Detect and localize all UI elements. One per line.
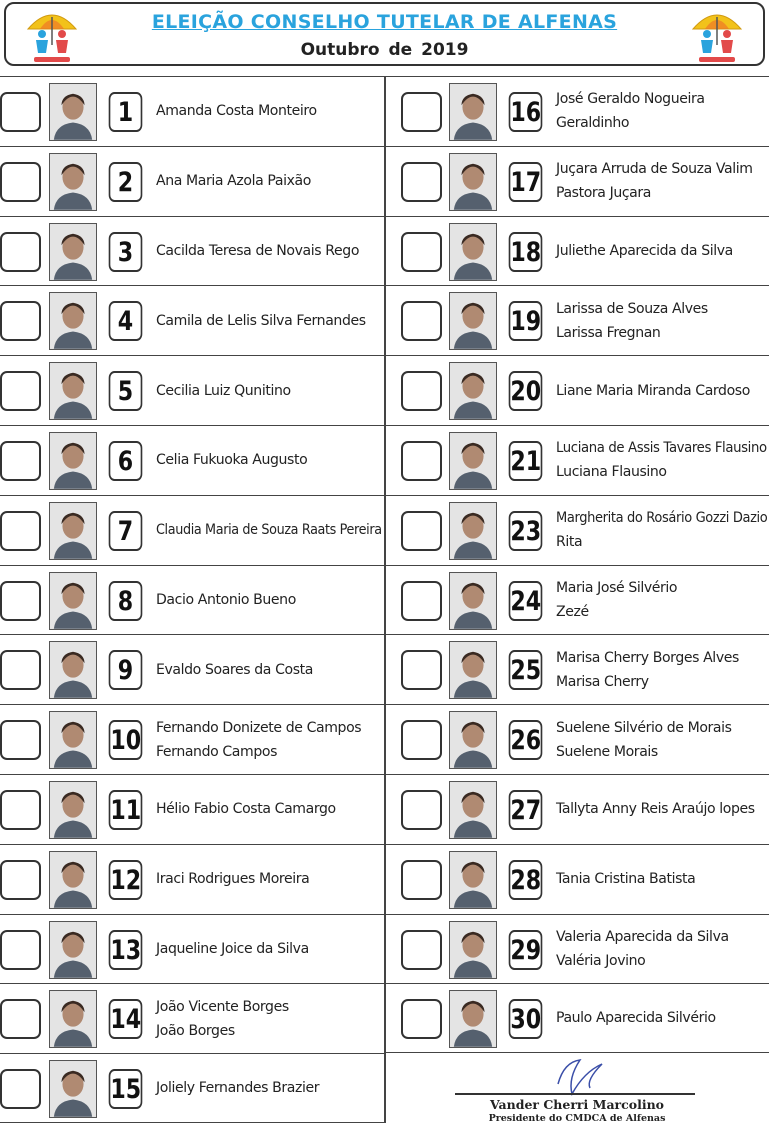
candidate-photo (449, 83, 497, 141)
candidate-names (556, 566, 769, 635)
candidate-number: 9 (109, 650, 143, 690)
vote-checkbox[interactable] (401, 92, 442, 132)
candidate-name: Luciana de Assis Tavares Flausino (556, 440, 767, 457)
candidate-row (0, 425, 385, 495)
candidate-nickname: João Borges (156, 1022, 235, 1039)
candidate-number: 2 (109, 162, 143, 202)
vote-checkbox[interactable] (401, 162, 442, 202)
candidate-photo (49, 572, 97, 630)
candidate-names (556, 915, 769, 984)
candidate-photo (49, 921, 97, 979)
candidate-photo-icon (50, 84, 96, 140)
candidate-name: Hélio Fabio Costa Camargo (156, 801, 336, 818)
candidate-number: 21 (509, 441, 543, 481)
candidate-name: Celia Fukuoka Augusto (156, 452, 308, 469)
candidate-name: Evaldo Soares da Costa (156, 661, 313, 678)
candidate-photo-icon (50, 852, 96, 908)
vote-checkbox[interactable] (401, 511, 442, 551)
candidate-photo (449, 781, 497, 839)
vote-checkbox[interactable] (401, 371, 442, 411)
candidate-row (385, 704, 769, 774)
candidate-names (156, 496, 384, 565)
candidate-names (156, 217, 384, 286)
candidate-photo (49, 502, 97, 560)
candidate-nickname: Rita (556, 534, 583, 551)
candidate-photo (449, 292, 497, 350)
signature-block (385, 1052, 769, 1123)
candidate-name: Margherita do Rosário Gozzi Dazio (556, 510, 768, 527)
vote-checkbox[interactable] (0, 999, 41, 1039)
candidate-photo-icon (50, 224, 96, 280)
vote-checkbox[interactable] (401, 301, 442, 341)
candidate-photo-icon (450, 363, 496, 419)
candidate-names (556, 77, 769, 146)
candidate-row (0, 774, 385, 844)
vote-checkbox[interactable] (0, 371, 41, 411)
candidate-names (156, 775, 384, 844)
candidate-name: Tallyta Anny Reis Araújo lopes (556, 801, 755, 818)
candidate-photo (449, 711, 497, 769)
candidate-name: Iraci Rodrigues Moreira (156, 871, 310, 888)
ballot-title: ELEIÇÃO CONSELHO TUTELAR DE ALFENAS (151, 11, 618, 33)
candidate-number: 7 (109, 511, 143, 551)
candidate-row (0, 285, 385, 355)
candidate-names (556, 286, 769, 355)
vote-checkbox[interactable] (401, 650, 442, 690)
candidate-row (385, 216, 769, 286)
ballot-subtitle: Outubro de 2019 (300, 40, 469, 60)
vote-checkbox[interactable] (401, 860, 442, 900)
candidate-number: 16 (509, 92, 543, 132)
candidate-row (0, 1053, 385, 1123)
children-umbrella-logo-icon (689, 7, 745, 65)
candidate-row (385, 425, 769, 495)
candidate-number: 27 (509, 790, 543, 830)
candidate-number: 3 (109, 232, 143, 272)
candidate-number: 5 (109, 371, 143, 411)
candidate-names (156, 566, 384, 635)
candidate-row (0, 355, 385, 425)
candidate-name: Fernando Donizete de Campos (156, 719, 362, 736)
candidate-name: Cecilia Luiz Qunitino (156, 382, 291, 399)
candidate-photo (449, 223, 497, 281)
candidate-names (556, 705, 769, 774)
candidate-photo (449, 641, 497, 699)
vote-checkbox[interactable] (401, 581, 442, 621)
candidate-photo-icon (450, 433, 496, 489)
candidate-photo (49, 83, 97, 141)
candidate-row (385, 844, 769, 914)
candidate-names (556, 426, 769, 495)
candidate-column-left (0, 76, 385, 1123)
candidate-row (385, 774, 769, 844)
vote-checkbox[interactable] (401, 790, 442, 830)
vote-checkbox[interactable] (0, 441, 41, 481)
candidate-names (156, 426, 384, 495)
candidate-row (385, 914, 769, 984)
candidate-photo (49, 851, 97, 909)
candidate-photo-icon (450, 922, 496, 978)
candidate-number: 23 (509, 511, 543, 551)
candidate-names (156, 147, 384, 216)
candidate-name: José Geraldo Nogueira (556, 91, 705, 108)
candidate-row (385, 634, 769, 704)
candidate-photo-icon (450, 991, 496, 1047)
candidate-number: 30 (509, 999, 543, 1039)
candidate-number: 28 (509, 860, 543, 900)
candidate-names (156, 356, 384, 425)
candidate-row (385, 285, 769, 355)
candidate-number: 29 (509, 930, 543, 970)
candidate-photo-icon (450, 573, 496, 629)
candidate-row (0, 704, 385, 774)
candidate-row (0, 914, 385, 984)
signature-mark-icon (550, 1054, 610, 1098)
candidate-number: 11 (109, 790, 143, 830)
candidate-photo-icon (50, 712, 96, 768)
ballot-header (4, 2, 765, 66)
vote-checkbox[interactable] (0, 1069, 41, 1109)
vote-checkbox[interactable] (401, 720, 442, 760)
vote-checkbox[interactable] (0, 92, 41, 132)
candidate-photo-icon (450, 224, 496, 280)
candidate-photo (49, 153, 97, 211)
candidate-photo (49, 781, 97, 839)
candidate-nickname: Pastora Juçara (556, 185, 651, 202)
candidate-photo (449, 432, 497, 490)
candidate-names (156, 1054, 384, 1122)
candidate-name: Larissa de Souza Alves (556, 300, 708, 317)
candidate-names (156, 984, 384, 1053)
candidate-name: Maria José Silvério (556, 579, 678, 596)
candidate-row (0, 495, 385, 565)
candidate-names (556, 496, 769, 565)
candidate-nickname: Suelene Morais (556, 743, 658, 760)
vote-checkbox[interactable] (0, 860, 41, 900)
vote-checkbox[interactable] (401, 930, 442, 970)
candidate-names (156, 77, 384, 146)
candidate-row (385, 76, 769, 146)
candidate-name: Tania Cristina Batista (556, 871, 696, 888)
candidate-name: Claudia Maria de Souza Raats Pereira (156, 522, 382, 539)
candidate-number: 24 (509, 581, 543, 621)
candidate-photo (49, 432, 97, 490)
candidate-number: 1 (109, 92, 143, 132)
candidate-number: 14 (109, 999, 143, 1039)
candidate-names (556, 845, 769, 914)
candidate-names (556, 147, 769, 216)
candidate-nickname: Zezé (556, 603, 589, 620)
candidate-photo (49, 223, 97, 281)
candidate-nickname: Fernando Campos (156, 743, 278, 760)
candidate-number: 15 (109, 1069, 143, 1109)
vote-checkbox[interactable] (0, 162, 41, 202)
candidate-photo-icon (450, 852, 496, 908)
candidate-names (556, 356, 769, 425)
candidate-photo (49, 641, 97, 699)
vote-checkbox[interactable] (0, 650, 41, 690)
candidate-photo (49, 362, 97, 420)
candidate-nickname: Geraldinho (556, 115, 630, 132)
candidate-photo-icon (50, 922, 96, 978)
signatory-name: Vander Cherri Marcolino (489, 1097, 665, 1112)
candidate-row (385, 565, 769, 635)
candidate-name: Amanda Costa Monteiro (156, 103, 317, 120)
candidate-number: 17 (509, 162, 543, 202)
candidate-number: 10 (109, 720, 143, 760)
vote-checkbox[interactable] (0, 581, 41, 621)
candidate-photo-icon (450, 154, 496, 210)
candidate-photo-icon (50, 991, 96, 1047)
candidate-photo-icon (50, 503, 96, 559)
candidate-name: Valeria Aparecida da Silva (556, 928, 729, 945)
vote-checkbox[interactable] (0, 790, 41, 830)
candidate-photo-icon (450, 503, 496, 559)
candidate-column-right (385, 76, 769, 1053)
candidate-row (0, 76, 385, 146)
candidate-row (0, 565, 385, 635)
vote-checkbox[interactable] (401, 441, 442, 481)
candidate-number: 12 (109, 860, 143, 900)
candidate-number: 8 (109, 581, 143, 621)
candidate-name: Juliethe Aparecida da Silva (556, 242, 733, 259)
candidate-photo (49, 1060, 97, 1118)
candidate-photo (449, 851, 497, 909)
candidate-nickname: Marisa Cherry (556, 673, 649, 690)
candidate-photo (49, 990, 97, 1048)
candidate-photo (449, 921, 497, 979)
candidate-number: 19 (509, 301, 543, 341)
candidate-number: 20 (509, 371, 543, 411)
candidate-name: Jaqueline Joice da Silva (156, 940, 309, 957)
candidate-number: 25 (509, 650, 543, 690)
candidate-row (0, 844, 385, 914)
vote-checkbox[interactable] (0, 930, 41, 970)
candidate-photo-icon (50, 293, 96, 349)
candidate-name: Juçara Arruda de Souza Valim (556, 161, 753, 178)
candidate-names (556, 775, 769, 844)
column-divider (384, 76, 386, 1123)
candidate-nickname: Valéria Jovino (556, 952, 646, 969)
candidate-row (385, 495, 769, 565)
candidate-photo-icon (50, 363, 96, 419)
vote-checkbox[interactable] (401, 999, 442, 1039)
candidate-name: Cacilda Teresa de Novais Rego (156, 242, 360, 259)
signature-line (455, 1093, 695, 1095)
candidate-name: Ana Maria Azola Paixão (156, 173, 311, 190)
candidate-photo-icon (50, 642, 96, 698)
candidate-photo-icon (450, 84, 496, 140)
candidate-row (385, 983, 769, 1053)
candidate-names (156, 705, 384, 774)
candidate-names (156, 915, 384, 984)
vote-checkbox[interactable] (401, 232, 442, 272)
candidate-nickname: Larissa Fregnan (556, 324, 661, 341)
candidate-number: 13 (109, 930, 143, 970)
vote-checkbox[interactable] (0, 301, 41, 341)
candidate-names (156, 635, 384, 704)
candidate-name: Suelene Silvério de Morais (556, 719, 732, 736)
candidate-number: 4 (109, 301, 143, 341)
candidate-photo-icon (50, 154, 96, 210)
candidate-number: 26 (509, 720, 543, 760)
candidate-names (556, 635, 769, 704)
candidate-row (0, 146, 385, 216)
candidate-photo (449, 572, 497, 630)
candidate-photo (449, 362, 497, 420)
candidate-photo (449, 502, 497, 560)
candidate-names (156, 286, 384, 355)
candidate-photo-icon (50, 1061, 96, 1117)
candidate-photo (449, 990, 497, 1048)
candidate-photo-icon (450, 712, 496, 768)
candidate-name: Camila de Lelis Silva Fernandes (156, 312, 366, 329)
candidate-photo (49, 711, 97, 769)
candidate-names (556, 217, 769, 286)
candidate-nickname: Luciana Flausino (556, 464, 667, 481)
candidate-names (556, 984, 769, 1052)
candidate-photo (49, 292, 97, 350)
candidate-photo-icon (50, 433, 96, 489)
vote-checkbox[interactable] (0, 720, 41, 760)
candidate-number: 6 (109, 441, 143, 481)
vote-checkbox[interactable] (0, 511, 41, 551)
candidate-photo-icon (50, 573, 96, 629)
candidate-names (156, 845, 384, 914)
candidate-photo-icon (450, 293, 496, 349)
candidate-photo (449, 153, 497, 211)
candidate-row (0, 983, 385, 1053)
candidate-row (385, 355, 769, 425)
candidate-photo-icon (450, 782, 496, 838)
candidate-name: Dacio Antonio Bueno (156, 591, 296, 608)
signatory-role: Presidente do CMDCA de Alfenas (488, 1113, 666, 1123)
candidate-photo-icon (50, 782, 96, 838)
candidate-number: 18 (509, 232, 543, 272)
candidate-name: Joliely Fernandes Brazier (156, 1080, 320, 1097)
candidate-row (0, 216, 385, 286)
candidate-name: Paulo Aparecida Silvério (556, 1010, 716, 1027)
candidate-row (385, 146, 769, 216)
candidate-name: João Vicente Borges (156, 998, 289, 1015)
candidate-name: Marisa Cherry Borges Alves (556, 649, 739, 666)
vote-checkbox[interactable] (0, 232, 41, 272)
candidate-row (0, 634, 385, 704)
candidate-name: Liane Maria Miranda Cardoso (556, 382, 750, 399)
candidate-photo-icon (450, 642, 496, 698)
